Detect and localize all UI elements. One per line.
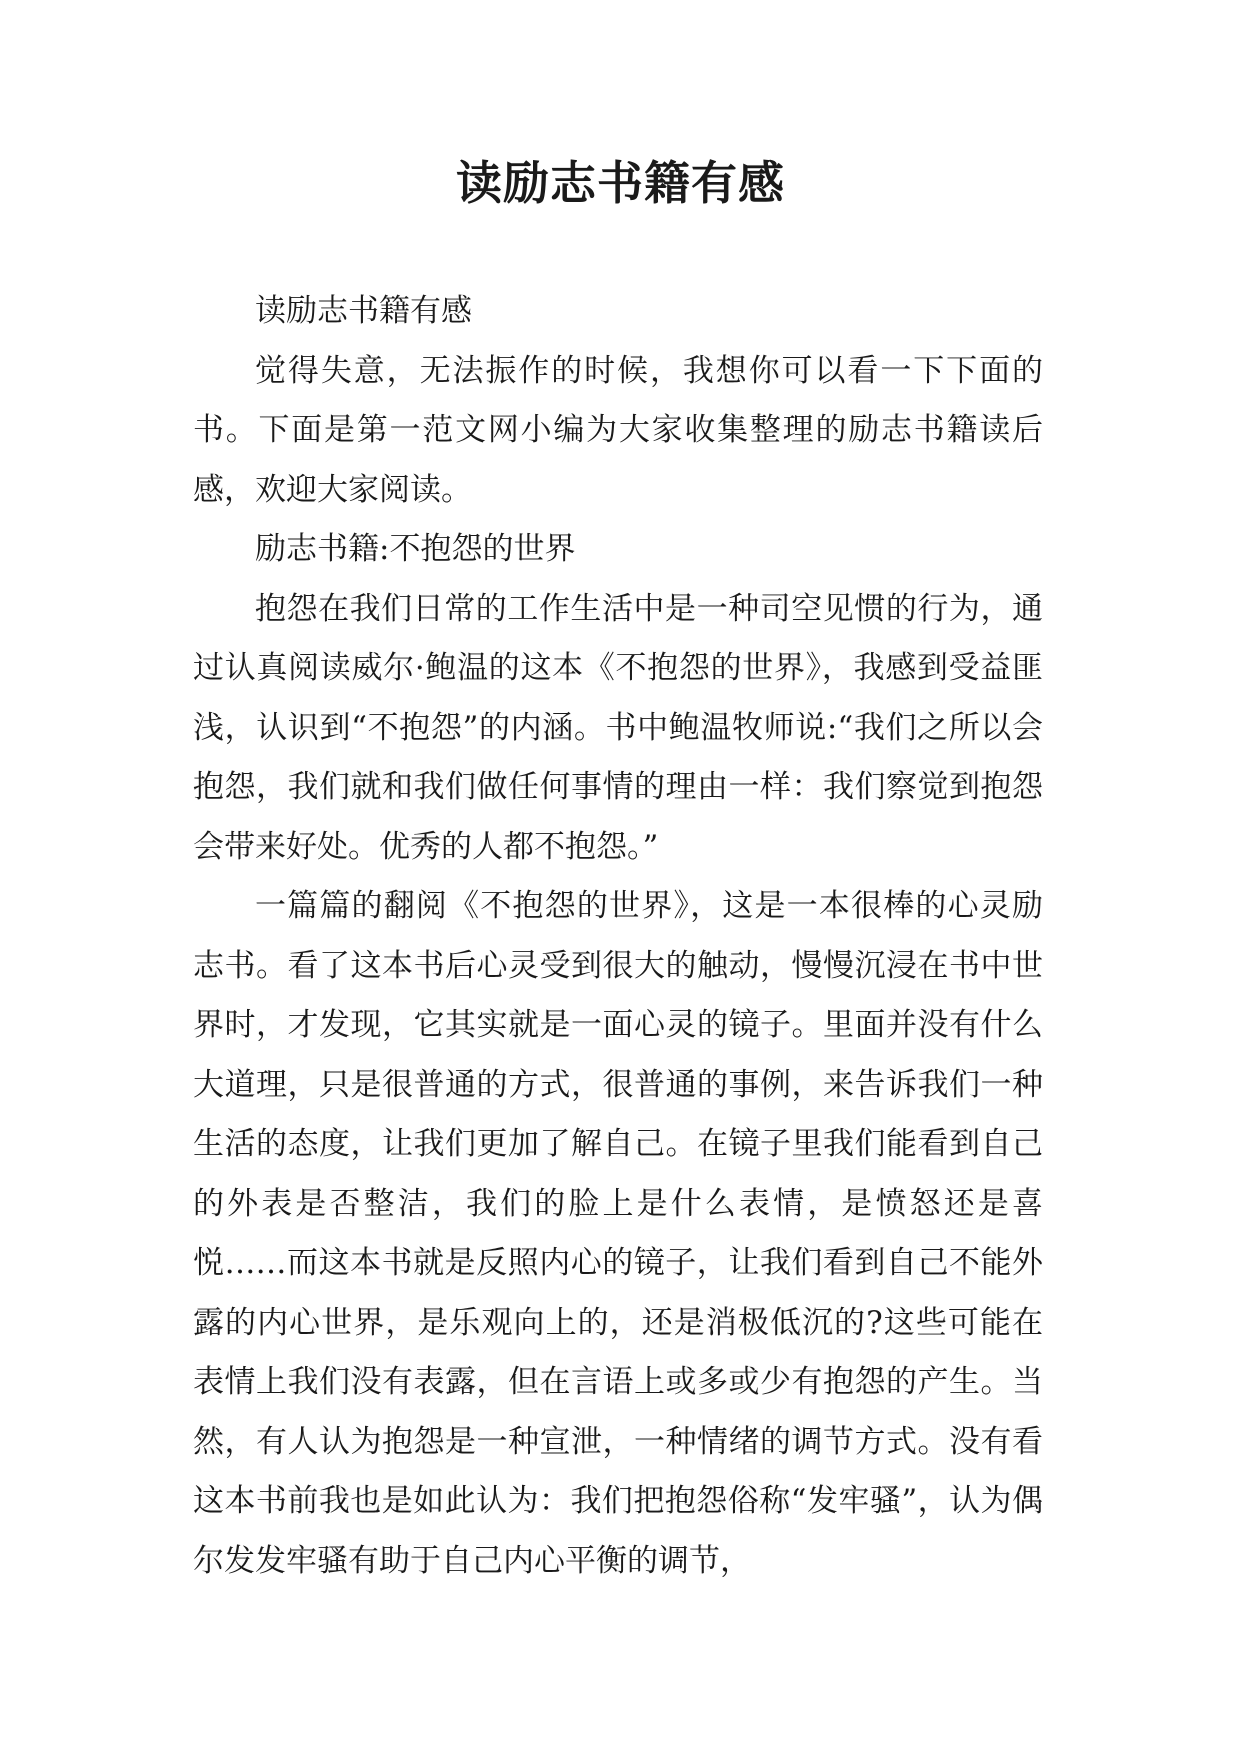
- body-paragraph-complaint: 抱怨在我们日常的工作生活中是一种司空见惯的行为，通过认真阅读威尔·鲍温的这本《不抱怨的世界》，我感到受益匪浅，认识到“不抱怨”的内涵。书中鲍温牧师说:“我们之所以会抱怨，我们就和我们做任何事情的理由一样：我们察觉到抱怨会带来好处。优秀的人都不抱怨。”: [193, 590, 1043, 865]
- document-body: [193, 282, 1043, 1591]
- body-paragraph-subtitle: 读励志书籍有感: [255, 293, 472, 329]
- body-paragraph-intro: 觉得失意，无法振作的时候，我想你可以看一下下面的书。下面是第一范文网小编为大家收集整理的励志书籍读后感，欢迎大家阅读。: [193, 352, 1043, 508]
- body-paragraph-reflection: 一篇篇的翻阅《不抱怨的世界》，这是一本很棒的心灵励志书。看了这本书后心灵受到很大的触动，慢慢沉浸在书中世界时，才发现，它其实就是一面心灵的镜子。里面并没有什么大道理，只是很普通的方式，很普通的事例，来告诉我们一种生活的态度，让我们更加了解自己。在镜子里我们能看到自己的外表是否整洁，我们的脸上是什么表情，是愤怒还是喜悦……而这本书就是反照内心的镜子，让我们看到自己不能外露的内心世界，是乐观向上的，还是消极低沉的?这些可能在表情上我们没有表露，但在言语上或多或少有抱怨的产生。当然，有人认为抱怨是一种宣泄，一种情绪的调节方式。没有看这本书前我也是如此认为：我们把抱怨俗称“发牢骚”，认为偶尔发发牢骚有助于自己内心平衡的调节，: [193, 888, 1043, 1579]
- document-title: 读励志书籍有感: [456, 156, 785, 210]
- body-paragraph-book-heading: 励志书籍:不抱怨的世界: [255, 531, 576, 567]
